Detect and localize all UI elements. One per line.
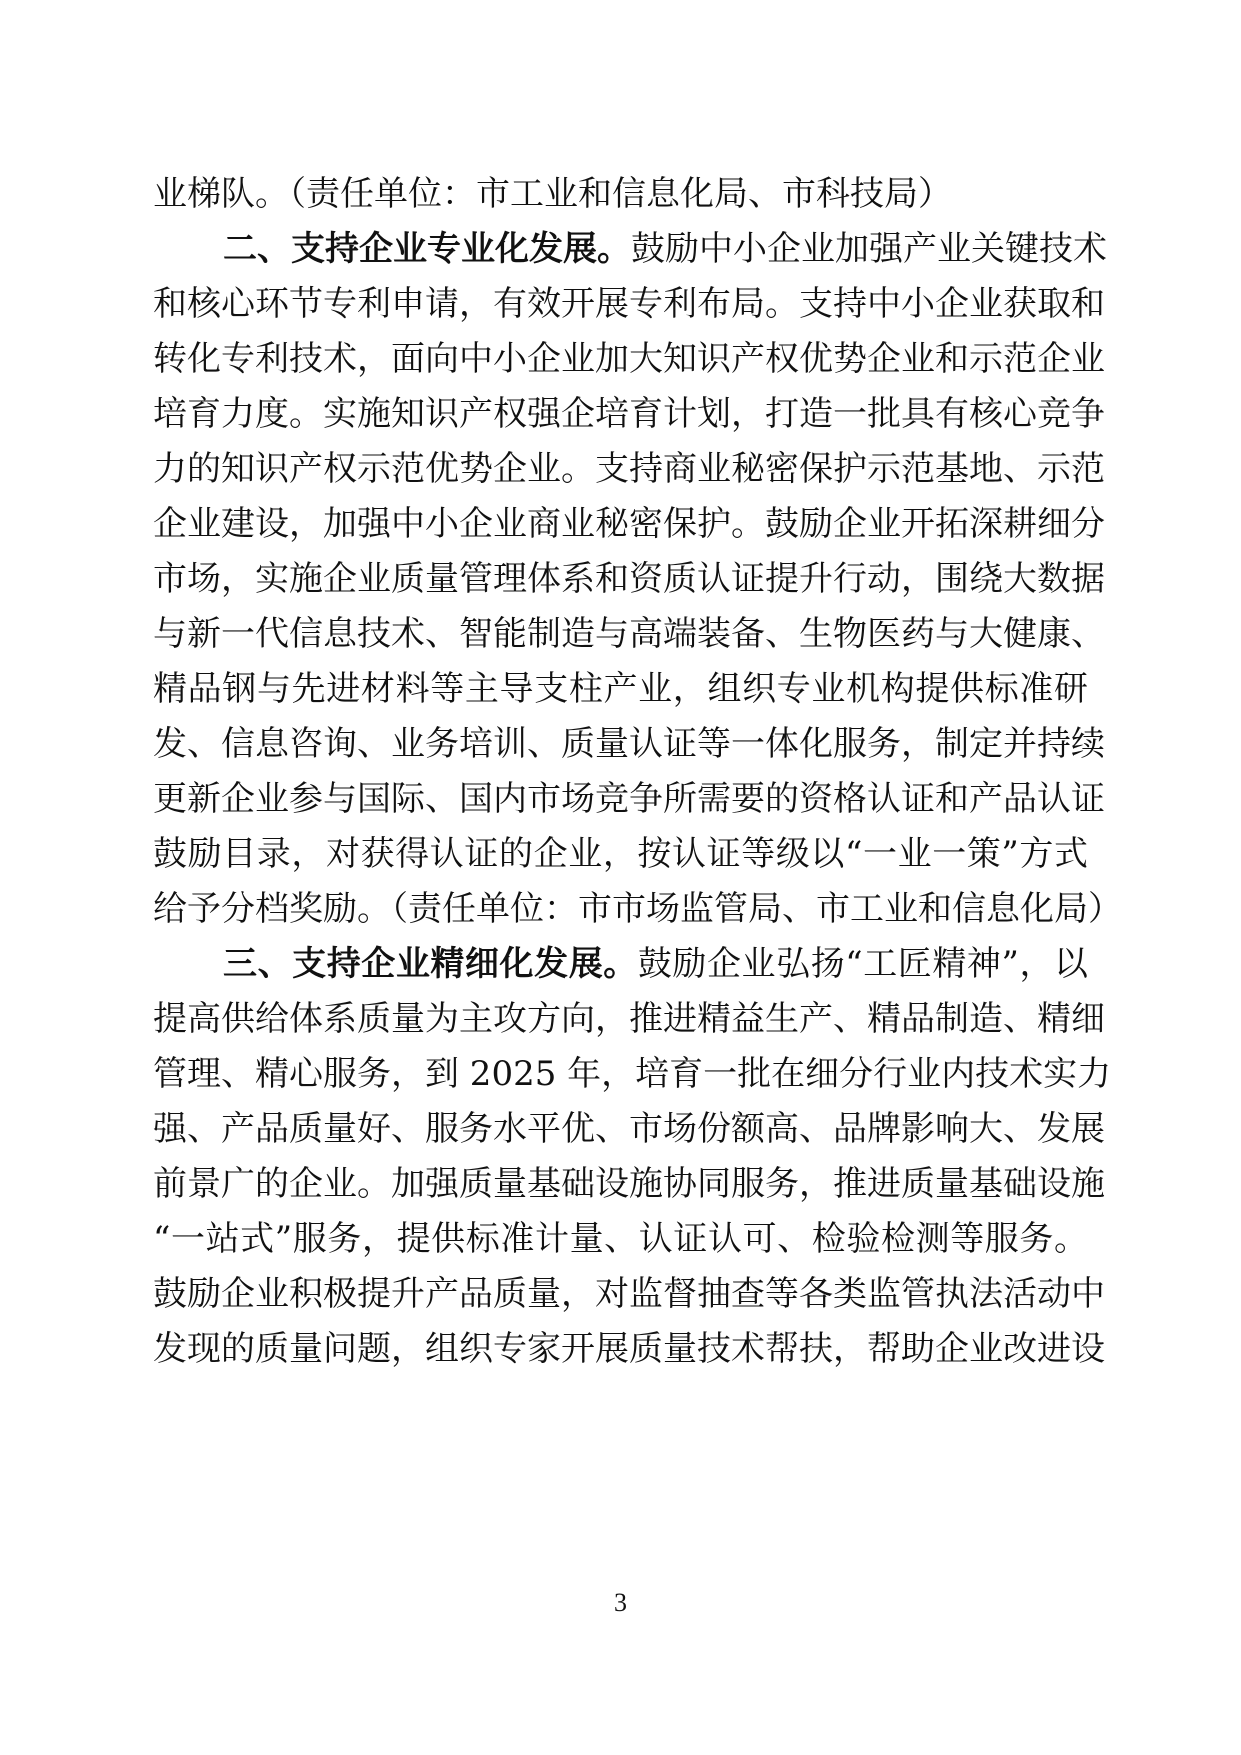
- text-line-6: 力的知识产权示范优势企业。支持商业秘密保护示范基地、示范: [153, 449, 1105, 489]
- text-line-21: 鼓励企业积极提升产品质量，对监督抽查等各类监管执法活动中: [153, 1274, 1105, 1314]
- text-line-7: 企业建设，加强中小企业商业秘密保护。鼓励企业开拓深耕细分: [153, 504, 1105, 544]
- text-line-2-body: 鼓励中小企业加强产业关键技术: [631, 229, 1107, 269]
- text-line-22: 发现的质量问题，组织专家开展质量技术帮扶，帮助企业改进设: [153, 1329, 1105, 1369]
- page-number: 3: [614, 1588, 627, 1617]
- text-line-12: 更新企业参与国际、国内市场竞争所需要的资格认证和产品认证: [153, 779, 1105, 819]
- text-line-11: 发、信息咨询、业务培训、质量认证等一体化服务，制定并持续: [153, 724, 1105, 764]
- text-line-1: 业梯队。（责任单位：市工业和信息化局、市科技局）: [153, 174, 952, 214]
- text-line-20: “一站式”服务，提供标准计量、认证认可、检验检测等服务。: [153, 1219, 1088, 1259]
- text-line-16: 提高供给体系质量为主攻方向，推进精益生产、精品制造、精细: [153, 999, 1105, 1039]
- text-line-10: 精品钢与先进材料等主导支柱产业，组织专业机构提供标准研: [153, 669, 1088, 709]
- section-heading-2: 二、支持企业专业化发展。: [223, 229, 631, 269]
- text-line-13: 鼓励目录，对获得认证的企业，按认证等级以“一业一策”方式: [153, 834, 1088, 874]
- text-line-3: 和核心环节专利申请，有效开展专利布局。支持中小企业获取和: [153, 284, 1105, 324]
- text-line-14: 给予分档奖励。（责任单位：市市场监管局、市工业和信息化局）: [153, 889, 1122, 929]
- text-line-17: 管理、精心服务，到 2025 年，培育一批在细分行业内技术实力: [153, 1054, 1112, 1094]
- text-line-9: 与新一代信息技术、智能制造与高端装备、生物医药与大健康、: [153, 614, 1105, 654]
- text-line-19: 前景广的企业。加强质量基础设施协同服务，推进质量基础设施: [153, 1164, 1105, 1204]
- text-line-15-body: 鼓励企业弘扬“工匠精神”，以: [637, 944, 1089, 984]
- text-line-5: 培育力度。实施知识产权强企培育计划，打造一批具有核心竞争: [153, 394, 1105, 434]
- section-heading-3: 三、支持企业精细化发展。: [223, 944, 638, 984]
- text-line-4: 转化专利技术，面向中小企业加大知识产权优势企业和示范企业: [153, 339, 1105, 379]
- text-line-18: 强、产品质量好、服务水平优、市场份额高、品牌影响大、发展: [153, 1109, 1105, 1149]
- text-line-8: 市场，实施企业质量管理体系和资质认证提升行动，围绕大数据: [153, 559, 1105, 599]
